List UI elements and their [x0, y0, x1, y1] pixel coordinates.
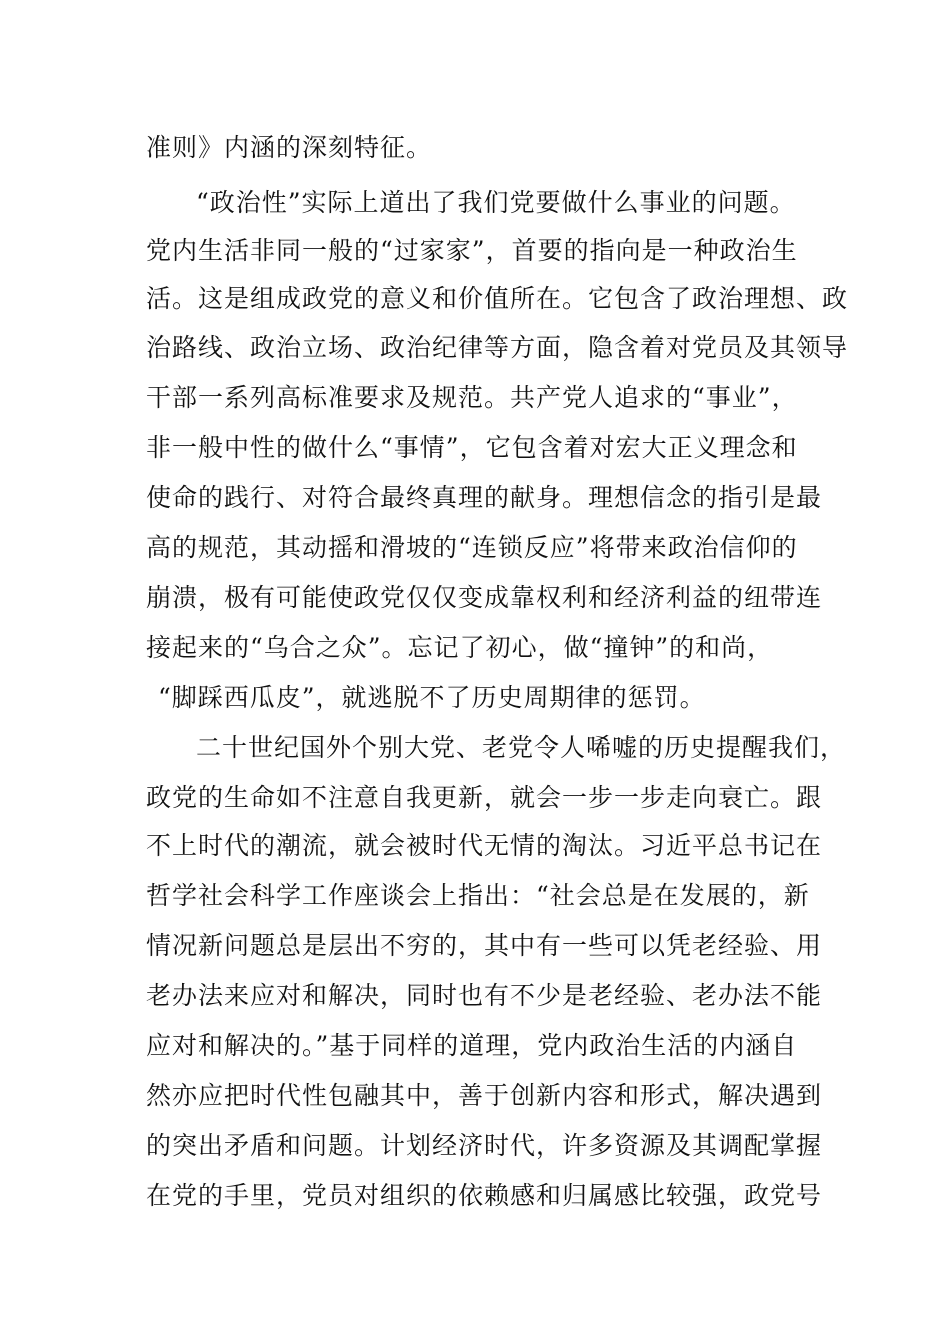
text-line: 老办法来应对和解决，同时也有不少是老经验、老办法不能 [146, 981, 823, 1010]
text-line: 的突出矛盾和问题。计划经济时代，许多资源及其调配掌握 [146, 1131, 823, 1160]
text-line: 情况新问题总是层出不穷的，其中有一些可以凭老经验、用 [146, 931, 823, 960]
text-line: 哲学社会科学工作座谈会上指出：“社会总是在发展的，新 [146, 881, 810, 910]
text-line: “政治性”实际上道出了我们党要做什么事业的问题。 [196, 188, 796, 217]
text-line: 准则》内涵的深刻特征。 [146, 133, 433, 162]
text-line: 在党的手里，党员对组织的依赖感和归属感比较强，政党号 [146, 1181, 823, 1210]
text-line: 二十世纪国外个别大党、老党令人唏嘘的历史提醒我们， [196, 733, 847, 762]
text-line: 高的规范，其动摇和滑坡的“连锁反应”将带来政治信仰的 [146, 533, 798, 562]
text-line: 干部一系列高标准要求及规范。共产党人追求的“事业”， [146, 383, 798, 412]
text-line: 使命的践行、对符合最终真理的献身。理想信念的指引是最 [146, 483, 823, 512]
text-line: 治路线、政治立场、政治纪律等方面，隐含着对党员及其领导 [146, 333, 849, 362]
text-line: 活。这是组成政党的意义和价值所在。它包含了政治理想、政 [146, 284, 849, 313]
text-line: “脚踩西瓜皮”，就逃脱不了历史周期律的惩罚。 [158, 683, 706, 712]
text-line: 然亦应把时代性包融其中，善于创新内容和形式，解决遇到 [146, 1081, 823, 1110]
text-line: 应对和解决的。”基于同样的道理，党内政治生活的内涵自 [146, 1031, 798, 1060]
text-line: 非一般中性的做什么“事情”，它包含着对宏大正义理念和 [146, 433, 798, 462]
text-line: 政党的生命如不注意自我更新，就会一步一步走向衰亡。跟 [146, 783, 823, 812]
text-line: 党内生活非同一般的“过家家”，首要的指向是一种政治生 [146, 236, 798, 265]
text-line: 崩溃，极有可能使政党仅仅变成靠权利和经济利益的纽带连 [146, 583, 823, 612]
text-line: 不上时代的潮流，就会被时代无情的淘汰。习近平总书记在 [146, 831, 823, 860]
text-line: 接起来的“乌合之众”。忘记了初心，做“撞钟”的和尚， [146, 633, 774, 662]
